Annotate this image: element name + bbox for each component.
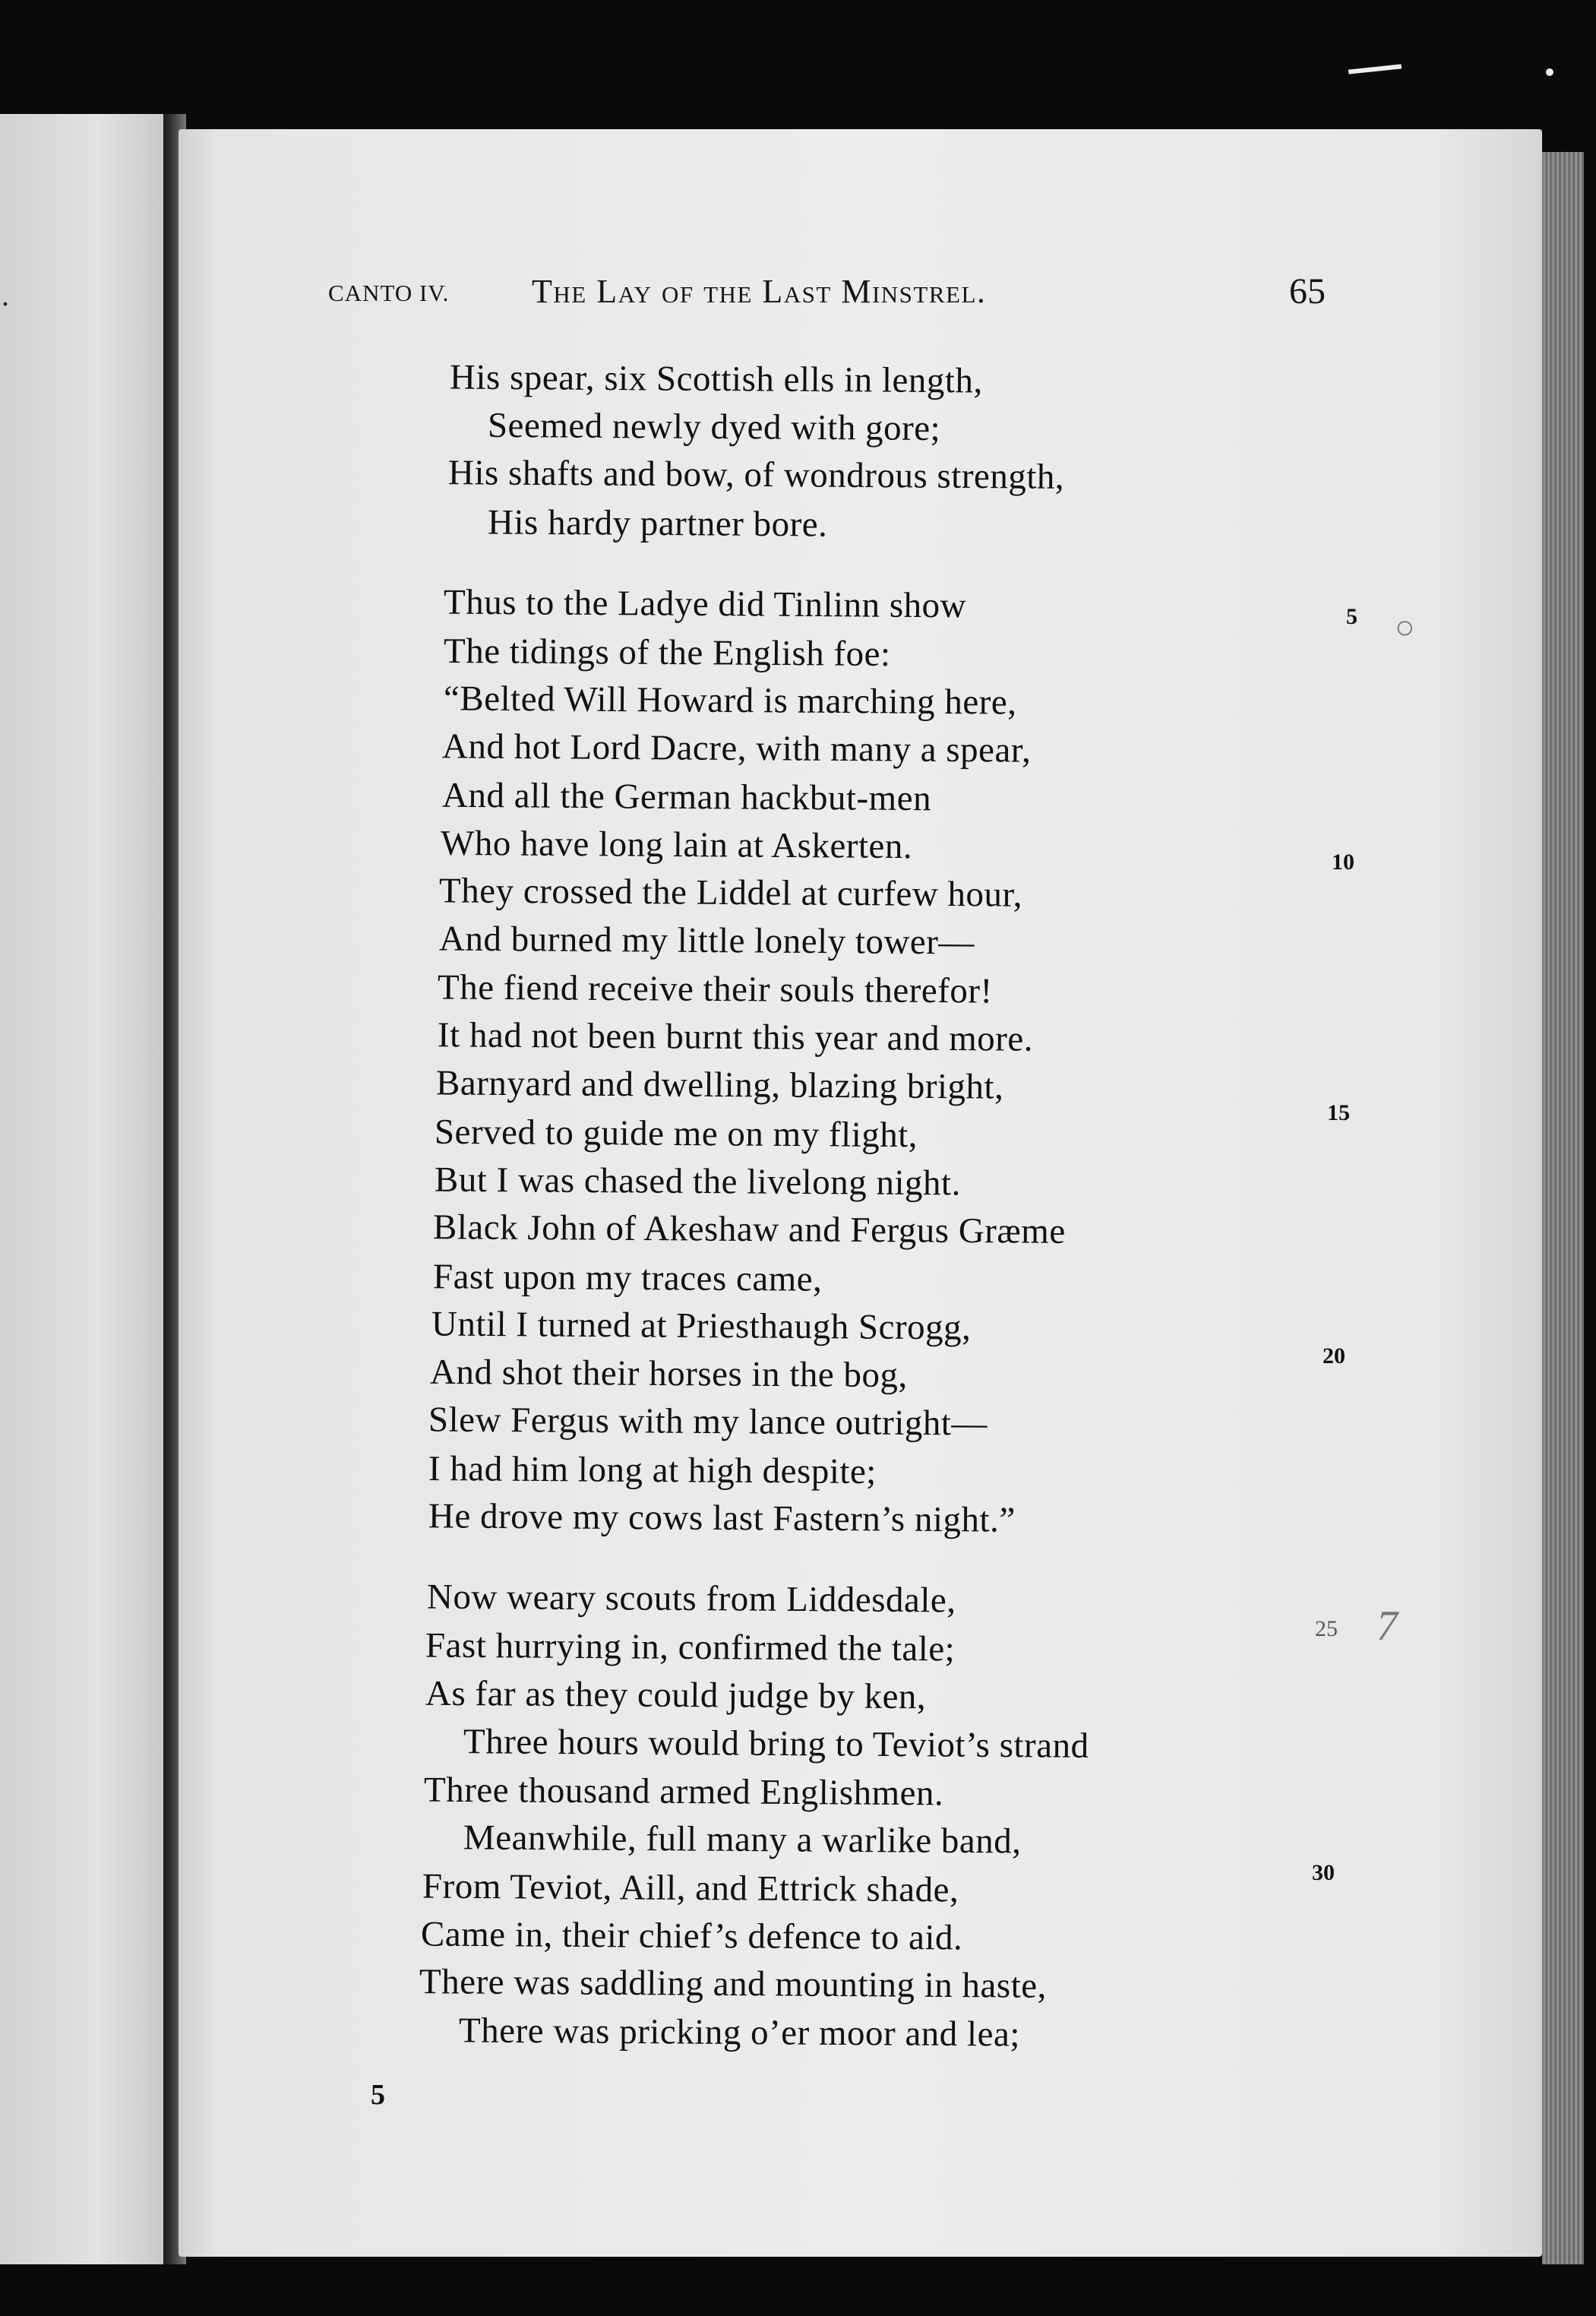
line-number: 25: [1315, 1616, 1338, 1641]
line-number: 30: [1312, 1860, 1335, 1885]
verse-line: The tidings of the English foe:: [443, 631, 891, 675]
line-number: 5: [1346, 604, 1357, 629]
verse-line: Fast upon my traces came,: [432, 1257, 823, 1299]
verse-line: It had not been burnt this year and more.: [437, 1015, 1034, 1059]
verse-line: As far as they could judge by ken,: [425, 1673, 927, 1717]
verse-line: His spear, six Scottish ells in length,: [449, 357, 983, 401]
book-title: The Lay of the Last Minstrel.: [532, 273, 987, 310]
verse-line: And burned my little lonely tower—: [438, 919, 975, 963]
verse-line: And all the German hackbut-men: [441, 775, 932, 819]
running-head: [0, 271, 1596, 321]
verse-line: Fast hurrying in, confirmed the tale;: [425, 1625, 956, 1669]
page-edges: [1542, 152, 1584, 2264]
verse-line: His hardy partner bore.: [487, 502, 828, 545]
verse-line: Served to guide me on my flight,: [434, 1112, 918, 1156]
scan-speck: [1546, 68, 1553, 76]
left-facing-page: [0, 114, 163, 2264]
line-number: 10: [1332, 850, 1354, 875]
verse-line: From Teviot, Aill, and Ettrick shade,: [422, 1866, 959, 1910]
verse-line: They crossed the Liddel at curfew hour,: [438, 871, 1023, 915]
verse-line: Three thousand armed Englishmen.: [423, 1770, 944, 1814]
page-number: 65: [1289, 271, 1326, 312]
verse-line: There was pricking o’er moor and lea;: [458, 2011, 1021, 2055]
verse-line: And hot Lord Dacre, with many a spear,: [441, 726, 1032, 770]
verse-line: Slew Fergus with my lance outright—: [428, 1400, 988, 1444]
verse-line: I had him long at high despite;: [428, 1448, 877, 1492]
left-page-mark: .: [2, 278, 9, 312]
verse-line: Meanwhile, full many a warlike band,: [463, 1818, 1022, 1862]
verse-line: “Belted Will Howard is marching here,: [443, 679, 1017, 723]
verse-line: He drove my cows last Fastern’s night.”: [428, 1496, 1016, 1540]
verse-line: And shot their horses in the bog,: [429, 1352, 908, 1396]
canto-label: CANTO IV.: [328, 280, 450, 306]
verse-line: Now weary scouts from Liddesdale,: [426, 1577, 956, 1621]
verse-line: Three hours would bring to Teviot’s strand: [463, 1722, 1089, 1766]
verse-line: Until I turned at Priesthaugh Scrogg,: [431, 1304, 972, 1348]
pencil-mark: 7: [1376, 1603, 1398, 1650]
verse-line: Who have long lain at Askerten.: [440, 823, 913, 867]
verse-line: The fiend receive their souls therefor!: [437, 967, 993, 1011]
verse-line: Thus to the Ladye did Tinlinn show: [443, 582, 967, 626]
line-number: 20: [1323, 1343, 1345, 1368]
verse-line: His shafts and bow, of wondrous strength,: [447, 453, 1065, 497]
pencil-mark: ○: [1395, 609, 1415, 646]
scan-speck: [1348, 64, 1402, 74]
verse-line: But I was chased the livelong night.: [434, 1160, 962, 1204]
signature-mark: 5: [371, 2079, 385, 2111]
verse-line: Seemed newly dyed with gore;: [487, 405, 941, 449]
verse-line: Black John of Akeshaw and Fergus Græme: [432, 1207, 1066, 1251]
verse-line: There was saddling and mounting in haste,: [419, 1962, 1048, 2006]
line-number: 15: [1327, 1100, 1350, 1125]
verse-line: Barnyard and dwelling, blazing bright,: [435, 1063, 1004, 1107]
verse-line: Came in, their chief’s defence to aid.: [420, 1914, 963, 1958]
